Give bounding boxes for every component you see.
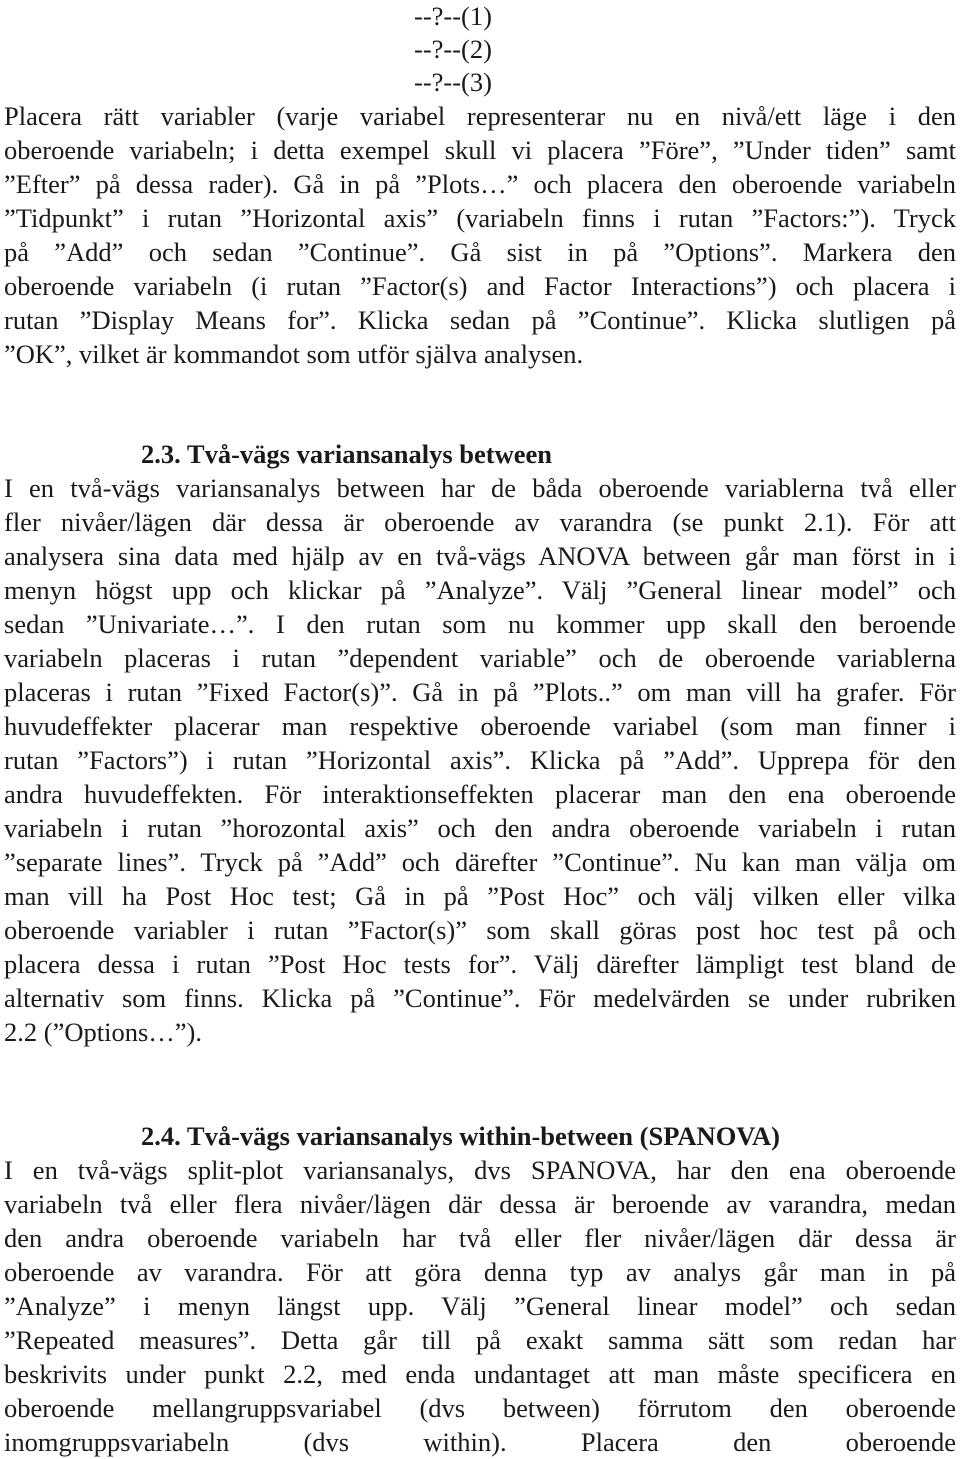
paragraph-line: andra huvudeffekten. För interaktionseffekten placerar man den ena oberoende: [4, 779, 956, 809]
paragraph-line: på ”Add” och sedan ”Continue”. Gå sist in på ”Options”. Markera den: [4, 237, 956, 267]
paragraph-line: sedan ”Univariate…”. I den rutan som nu kommer upp skall den beroende: [4, 609, 956, 639]
paragraph-line: 2.2 (”Options…”).: [4, 1017, 202, 1047]
paragraph-line: rutan ”Display Means for”. Klicka sedan på ”Continue”. Klicka slutligen på: [4, 305, 956, 335]
paragraph-spanova: [4, 1153, 956, 1459]
paragraph-line: I en två-vägs variansanalys between har de båda oberoende variablerna två eller: [4, 473, 956, 503]
paragraph-line: analysera sina data med hjälp av en två-vägs ANOVA between går man först in i: [4, 541, 956, 571]
paragraph-line: oberoende variabler i rutan ”Factor(s)” som skall göras post hoc test på och: [4, 915, 956, 945]
paragraph-line: placeras i rutan ”Fixed Factor(s)”. Gå in på ”Plots..” om man vill ha grafer. För: [4, 677, 956, 707]
section-heading-2-3: 2.3. Två-vägs variansanalys between: [141, 439, 553, 469]
paragraph-line: beskrivits under punkt 2.2, med enda undantaget att man måste specificera en: [4, 1359, 956, 1389]
paragraph-line: fler nivåer/lägen där dessa är oberoende av varandra (se punkt 2.1). För att: [4, 507, 956, 537]
paragraph-line: I en två-vägs split-plot variansanalys, dvs SPANOVA, har den ena oberoende: [4, 1155, 956, 1185]
paragraph-line: rutan ”Factors”) i rutan ”Horizontal axis”. Klicka på ”Add”. Upprepa för den: [4, 745, 956, 775]
paragraph-line: alternativ som finns. Klicka på ”Continue”. För medelvärden se under rubriken: [4, 983, 956, 1013]
paragraph-line: inomgruppsvariabeln (dvs within). Placera den oberoende: [4, 1427, 956, 1457]
top-markers: [4, 0, 956, 99]
paragraph-line: oberoende variabeln (i rutan ”Factor(s) and Factor Interactions”) och placera i: [4, 271, 956, 301]
paragraph-line: ”OK”, vilket är kommandot som utför själva analysen.: [4, 339, 584, 369]
top-marker-line: --?--(2): [414, 34, 492, 64]
paragraph-line: oberoende mellangruppsvariabel (dvs between) förrutom den oberoende: [4, 1393, 956, 1423]
top-marker-line: --?--(3): [414, 67, 492, 97]
paragraph-line: ”Analyze” i menyn längst upp. Välj ”General linear model” och sedan: [4, 1291, 956, 1321]
paragraph-line: den andra oberoende variabeln har två eller fler nivåer/lägen där dessa är: [4, 1223, 956, 1253]
paragraph-line: ”Efter” på dessa rader). Gå in på ”Plots…” och placera den oberoende variabeln: [4, 169, 956, 199]
section-heading-2-4: 2.4. Två-vägs variansanalys within-between (SPANOVA): [141, 1121, 780, 1151]
paragraph-line: menyn högst upp och klickar på ”Analyze”. Välj ”General linear model” och: [4, 575, 956, 605]
paragraph-line: oberoende variabeln; i detta exempel skull vi placera ”Före”, ”Under tiden” samt: [4, 135, 956, 165]
paragraph-line: ”Tidpunkt” i rutan ”Horizontal axis” (variabeln finns i rutan ”Factors:”). Tryck: [4, 203, 956, 233]
paragraph-plots-options: [4, 99, 956, 371]
paragraph-line: placera dessa i rutan ”Post Hoc tests for”. Välj därefter lämpligt test bland de: [4, 949, 956, 979]
paragraph-line: variabeln två eller flera nivåer/lägen där dessa är beroende av varandra, medan: [4, 1189, 956, 1219]
paragraph-line: man vill ha Post Hoc test; Gå in på ”Post Hoc” och välj vilken eller vilka: [4, 881, 956, 911]
paragraph-line: huvudeffekter placerar man respektive oberoende variabel (som man finner i: [4, 711, 956, 741]
paragraph-line: Placera rätt variabler (varje variabel representerar nu en nivå/ett läge i den: [4, 101, 956, 131]
paragraph-two-way-between: [4, 471, 956, 1049]
paragraph-line: variabeln i rutan ”horozontal axis” och den andra oberoende variabeln i rutan: [4, 813, 956, 843]
paragraph-line: variabeln placeras i rutan ”dependent variable” och de oberoende variablerna: [4, 643, 956, 673]
paragraph-line: ”Repeated measures”. Detta går till på exakt samma sätt som redan har: [4, 1325, 956, 1355]
paragraph-line: oberoende av varandra. För att göra denna typ av analys går man in på: [4, 1257, 956, 1287]
top-marker-line: --?--(1): [414, 1, 492, 31]
paragraph-line: ”separate lines”. Tryck på ”Add” och därefter ”Continue”. Nu kan man välja om: [4, 847, 956, 877]
